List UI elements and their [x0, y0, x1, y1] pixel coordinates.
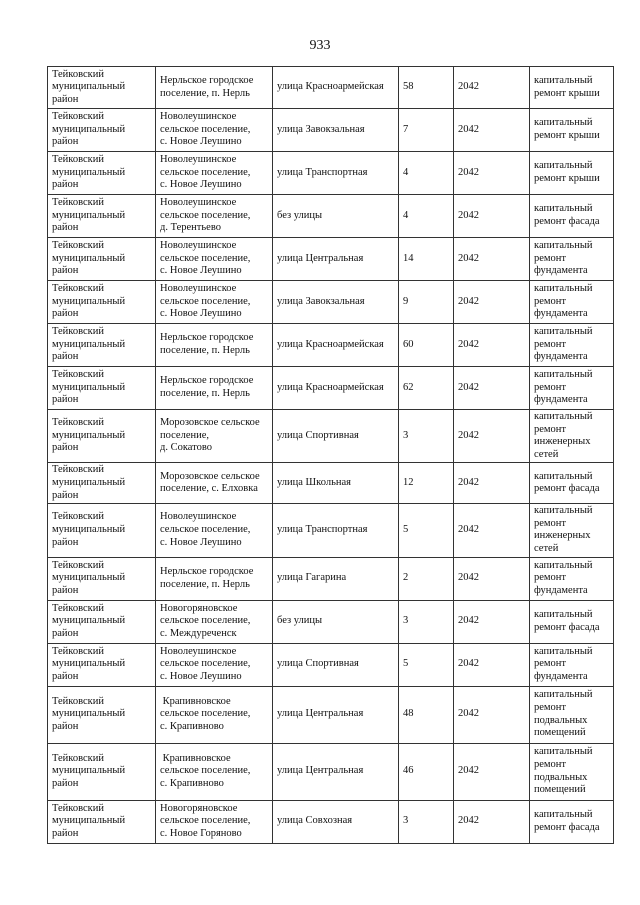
work-type-cell [530, 557, 614, 600]
house-number-cell: 12 [399, 463, 454, 504]
settlement-cell-line: с. Новое Леушино [160, 308, 242, 320]
district-cell: Тейковский муниципальный район [48, 109, 156, 152]
settlement-cell [156, 600, 273, 643]
settlement-cell-line: сельское поселение, [160, 658, 251, 670]
street-cell: без улицы [273, 195, 399, 238]
settlement-cell-line: Нерльское городское [160, 74, 254, 86]
work-type-cell [530, 600, 614, 643]
work-type-cell-line: ремонт фасада [534, 621, 600, 633]
settlement-cell [156, 410, 273, 463]
work-type-cell-line: подвальных [534, 771, 588, 783]
work-type-cell-line: ремонт крыши [534, 130, 600, 141]
settlement-cell-line: с. Новое Леушино [160, 670, 242, 682]
work-type-cell-line: ремонт [534, 517, 567, 529]
district-cell: Тейковский муниципальный район [48, 504, 156, 557]
work-type-cell-line: ремонт крыши [534, 173, 600, 184]
housing-repair-table [47, 66, 614, 844]
street-cell: улица Спортивная [273, 410, 399, 463]
settlement-cell [156, 643, 273, 686]
street-cell: улица Красноармейская [273, 324, 399, 367]
settlement-cell-line: д. Сокатово [160, 442, 213, 454]
year-cell: 2042 [454, 686, 530, 743]
settlement-cell-line: Морозовское сельское [160, 417, 260, 429]
work-type-cell-line: капитальный [534, 74, 593, 86]
table-row [48, 195, 614, 238]
work-type-cell-line: ремонт фасада [534, 821, 600, 833]
table-row [48, 367, 614, 410]
street-cell: улица Центральная [273, 686, 399, 743]
street-cell: без улицы [273, 600, 399, 643]
work-type-cell-line: фундамента [534, 670, 588, 682]
table-row [48, 152, 614, 195]
settlement-cell [156, 152, 273, 195]
year-cell: 2042 [454, 67, 530, 109]
settlement-cell-line: Крапивновское [160, 695, 231, 707]
settlement-cell-line: д. Терентьево [160, 222, 221, 234]
year-cell: 2042 [454, 238, 530, 281]
work-type-cell [530, 686, 614, 743]
district-cell: Тейковский муниципальный район [48, 800, 156, 843]
settlement-cell-line: Новолеушинское [160, 154, 237, 166]
work-type-cell [530, 410, 614, 463]
settlement-cell-line: поселение, п. Нерль [160, 578, 250, 590]
street-cell: улица Завокзальная [273, 109, 399, 152]
work-type-cell-line: ремонт [534, 381, 567, 393]
district-cell: Тейковский муниципальный район [48, 463, 156, 504]
street-cell: улица Совхозная [273, 800, 399, 843]
table-row [48, 504, 614, 557]
district-cell: Тейковский муниципальный район [48, 367, 156, 410]
settlement-cell-line: Морозовское сельское [160, 470, 260, 482]
work-type-cell-line: капитальный [534, 369, 593, 381]
work-type-cell-line: фундамента [534, 265, 588, 277]
settlement-cell-line: с. Междуреченск [160, 627, 237, 639]
house-number-cell: 48 [399, 686, 454, 743]
settlement-cell-line: с. Крапивново [160, 720, 224, 732]
house-number-cell: 3 [399, 600, 454, 643]
settlement-cell [156, 800, 273, 843]
year-cell: 2042 [454, 195, 530, 238]
work-type-cell-line: капитальный [534, 746, 593, 758]
house-number-cell: 9 [399, 281, 454, 324]
settlement-cell [156, 367, 273, 410]
table-row [48, 557, 614, 600]
settlement-cell [156, 67, 273, 109]
settlement-cell-line: сельское поселение, [160, 524, 251, 536]
table-row [48, 324, 614, 367]
work-type-cell-line: ремонт [534, 338, 567, 350]
district-cell: Тейковский муниципальный район [48, 281, 156, 324]
year-cell: 2042 [454, 367, 530, 410]
house-number-cell: 4 [399, 152, 454, 195]
district-cell: Тейковский муниципальный район [48, 324, 156, 367]
work-type-cell-line: ремонт [534, 758, 567, 770]
year-cell: 2042 [454, 743, 530, 800]
district-cell: Тейковский муниципальный район [48, 67, 156, 109]
work-type-cell [530, 800, 614, 843]
work-type-cell-line: капитальный [534, 411, 593, 422]
house-number-cell: 3 [399, 800, 454, 843]
work-type-cell [530, 238, 614, 281]
settlement-cell [156, 109, 273, 152]
work-type-cell-line: капитальный [534, 160, 593, 172]
street-cell: улица Центральная [273, 238, 399, 281]
district-cell: Тейковский муниципальный район [48, 238, 156, 281]
settlement-cell-line: Новолеушинское [160, 197, 237, 209]
settlement-cell-line: Нерльское городское [160, 332, 254, 344]
settlement-cell-line: сельское поселение, [160, 166, 251, 178]
house-number-cell: 2 [399, 557, 454, 600]
work-type-cell-line: ремонт [534, 658, 567, 670]
work-type-cell-line: капитальный [534, 203, 593, 215]
work-type-cell-line: ремонт фасада [534, 216, 600, 227]
settlement-cell [156, 686, 273, 743]
work-type-cell [530, 743, 614, 800]
table-row [48, 238, 614, 281]
year-cell: 2042 [454, 504, 530, 557]
work-type-cell-line: ремонт [534, 295, 567, 307]
house-number-cell: 3 [399, 410, 454, 463]
work-type-cell-line: инженерных [534, 436, 591, 448]
work-type-cell-line: капитальный [534, 505, 593, 517]
settlement-cell [156, 504, 273, 557]
district-cell: Тейковский муниципальный район [48, 686, 156, 743]
work-type-cell-line: ремонт фасада [534, 483, 600, 495]
street-cell: улица Центральная [273, 743, 399, 800]
table-row [48, 743, 614, 800]
settlement-cell-line: Новолеушинское [160, 511, 237, 523]
work-type-cell [530, 643, 614, 686]
work-type-cell-line: ремонт крыши [534, 87, 600, 99]
house-number-cell: 58 [399, 67, 454, 109]
settlement-cell-line: Новолеушинское [160, 240, 237, 252]
settlement-cell [156, 238, 273, 281]
table-body [48, 67, 614, 844]
work-type-cell [530, 67, 614, 109]
work-type-cell-line: капитальный [534, 559, 593, 571]
settlement-cell [156, 281, 273, 324]
work-type-cell-line: помещений [534, 727, 586, 739]
district-cell: Тейковский муниципальный район [48, 600, 156, 643]
work-type-cell-line: капитальный [534, 645, 593, 657]
work-type-cell-line: сетей [534, 448, 559, 460]
work-type-cell-line: фундамента [534, 394, 588, 406]
work-type-cell [530, 195, 614, 238]
year-cell: 2042 [454, 324, 530, 367]
year-cell: 2042 [454, 463, 530, 504]
settlement-cell-line: с. Новое Леушино [160, 536, 242, 548]
work-type-cell-line: ремонт [534, 252, 567, 264]
settlement-cell-line: Нерльское городское [160, 565, 254, 577]
house-number-cell: 62 [399, 367, 454, 410]
street-cell: улица Завокзальная [273, 281, 399, 324]
table-row [48, 109, 614, 152]
house-number-cell: 7 [399, 109, 454, 152]
work-type-cell-line: фундамента [534, 584, 588, 596]
settlement-cell-line: сельское поселение, [160, 815, 251, 827]
settlement-cell-line: поселение, [160, 429, 210, 441]
settlement-cell-line: Новогоряновское [160, 602, 238, 614]
house-number-cell: 5 [399, 643, 454, 686]
work-type-cell-line: капитальный [534, 470, 593, 482]
street-cell: улица Красноармейская [273, 367, 399, 410]
settlement-cell-line: поселение, п. Нерль [160, 345, 250, 356]
year-cell: 2042 [454, 109, 530, 152]
work-type-cell [530, 463, 614, 504]
street-cell: улица Школьная [273, 463, 399, 504]
work-type-cell-line: сетей [534, 542, 559, 554]
work-type-cell-line: ремонт [534, 701, 567, 713]
settlement-cell-line: Новогоряновское [160, 802, 238, 814]
street-cell: улица Гагарина [273, 557, 399, 600]
settlement-cell-line: сельское поселение, [160, 209, 251, 221]
settlement-cell-line: Нерльское городское [160, 375, 254, 387]
work-type-cell-line: фундамента [534, 308, 588, 320]
house-number-cell: 14 [399, 238, 454, 281]
settlement-cell [156, 463, 273, 504]
settlement-cell-line: сельское поселение, [160, 252, 251, 264]
settlement-cell [156, 195, 273, 238]
work-type-cell [530, 109, 614, 152]
work-type-cell [530, 504, 614, 557]
street-cell: улица Транспортная [273, 504, 399, 557]
work-type-cell [530, 367, 614, 410]
settlement-cell [156, 557, 273, 600]
year-cell: 2042 [454, 643, 530, 686]
settlement-cell-line: с. Новое Леушино [160, 265, 242, 277]
work-type-cell-line: капитальный [534, 689, 593, 701]
work-type-cell [530, 281, 614, 324]
house-number-cell: 5 [399, 504, 454, 557]
work-type-cell-line: капитальный [534, 326, 593, 338]
work-type-cell-line: ремонт [534, 423, 567, 435]
work-type-cell-line: капитальный [534, 608, 593, 620]
house-number-cell: 60 [399, 324, 454, 367]
year-cell: 2042 [454, 281, 530, 324]
settlement-cell-line: сельское поселение, [160, 295, 251, 307]
house-number-cell: 46 [399, 743, 454, 800]
work-type-cell [530, 152, 614, 195]
page-number: 933 [309, 38, 331, 53]
year-cell: 2042 [454, 152, 530, 195]
district-cell: Тейковский муниципальный район [48, 743, 156, 800]
settlement-cell-line: поселение, п. Нерль [160, 87, 250, 99]
table-row [48, 67, 614, 109]
table-row [48, 643, 614, 686]
settlement-cell-line: с. Новое Леушино [160, 136, 242, 148]
year-cell: 2042 [454, 410, 530, 463]
work-type-cell-line: ремонт [534, 572, 567, 584]
year-cell: 2042 [454, 557, 530, 600]
settlement-cell-line: сельское поселение, [160, 708, 251, 720]
settlement-cell-line: поселение, с. Елховка [160, 483, 258, 495]
district-cell: Тейковский муниципальный район [48, 557, 156, 600]
district-cell: Тейковский муниципальный район [48, 410, 156, 463]
table-row [48, 281, 614, 324]
settlement-cell-line: сельское поселение, [160, 765, 251, 777]
work-type-cell-line: подвальных [534, 714, 588, 726]
table-row [48, 800, 614, 843]
work-type-cell-line: капитальный [534, 240, 593, 252]
settlement-cell-line: с. Крапивново [160, 777, 224, 789]
table-row [48, 463, 614, 504]
settlement-cell-line: поселение, п. Нерль [160, 388, 250, 399]
district-cell: Тейковский муниципальный район [48, 152, 156, 195]
table-row [48, 600, 614, 643]
settlement-cell-line: с. Новое Леушино [160, 179, 242, 191]
settlement-cell-line: Крапивновское [160, 752, 231, 764]
settlement-cell-line: сельское поселение, [160, 123, 251, 135]
work-type-cell [530, 324, 614, 367]
work-type-cell-line: инженерных [534, 530, 591, 542]
work-type-cell-line: фундамента [534, 351, 588, 363]
work-type-cell-line: капитальный [534, 283, 593, 295]
settlement-cell-line: Новолеушинское [160, 283, 237, 295]
year-cell: 2042 [454, 600, 530, 643]
year-cell: 2042 [454, 800, 530, 843]
settlement-cell [156, 743, 273, 800]
settlement-cell [156, 324, 273, 367]
street-cell: улица Спортивная [273, 643, 399, 686]
street-cell: улица Красноармейская [273, 67, 399, 109]
settlement-cell-line: сельское поселение, [160, 615, 251, 627]
district-cell: Тейковский муниципальный район [48, 195, 156, 238]
work-type-cell-line: капитальный [534, 808, 593, 820]
house-number-cell: 4 [399, 195, 454, 238]
work-type-cell-line: капитальный [534, 117, 593, 129]
settlement-cell-line: Новолеушинское [160, 111, 237, 123]
table-row [48, 686, 614, 743]
table-row [48, 410, 614, 463]
work-type-cell-line: помещений [534, 784, 586, 796]
street-cell: улица Транспортная [273, 152, 399, 195]
settlement-cell-line: Новолеушинское [160, 645, 237, 657]
settlement-cell-line: с. Новое Горяново [160, 827, 242, 839]
district-cell: Тейковский муниципальный район [48, 643, 156, 686]
